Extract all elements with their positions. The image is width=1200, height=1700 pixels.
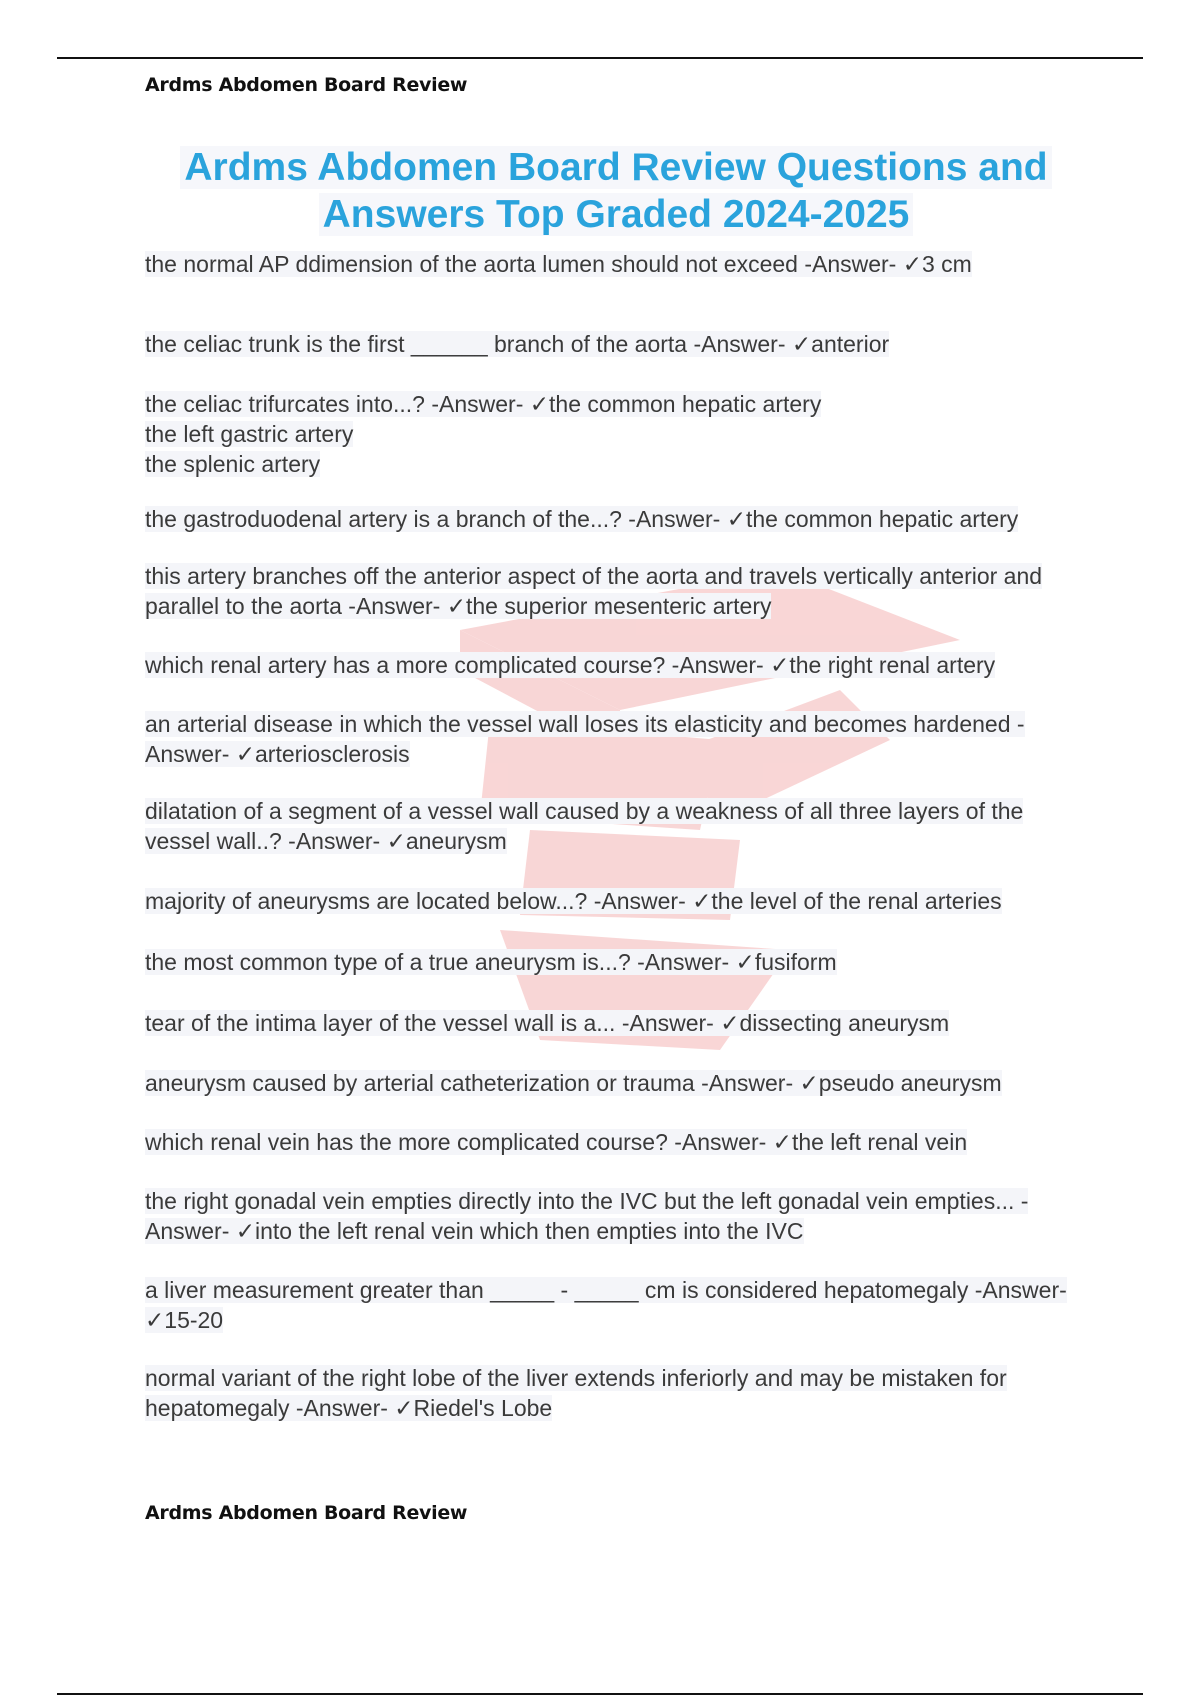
- qa-item-16: [145, 1363, 1090, 1423]
- title-line-1: Ardms Abdomen Board Review Questions and: [180, 146, 1051, 189]
- page-title: [100, 144, 1132, 238]
- qa-item-14: [145, 1186, 1090, 1246]
- title-line-2: Answers Top Graded 2024-2025: [319, 193, 914, 236]
- qa-item-1: [145, 249, 1090, 279]
- qa-extra-line: the left gastric artery: [145, 421, 354, 447]
- qa-text: aneurysm caused by arterial catheterization or trauma -Answer- ✓pseudo aneurysm: [145, 1070, 1002, 1096]
- qa-text: dilatation of a segment of a vessel wall caused by a weakness of all three layers of the vessel wall..? -Answer- ✓aneurysm: [145, 798, 1024, 854]
- qa-item-4: [145, 504, 1090, 534]
- running-footer: Ardms Abdomen Board Review: [145, 1502, 468, 1524]
- qa-text: majority of aneurysms are located below...? -Answer- ✓the level of the renal arteries: [145, 888, 1002, 914]
- qa-item-10: [145, 947, 1090, 977]
- qa-item-11: [145, 1008, 1090, 1038]
- qa-item-6: [145, 650, 1090, 680]
- qa-text: which renal artery has a more complicated course? -Answer- ✓the right renal artery: [145, 652, 996, 678]
- running-header: Ardms Abdomen Board Review: [145, 74, 468, 96]
- qa-extra-line: the splenic artery: [145, 451, 321, 477]
- qa-text: an arterial disease in which the vessel wall loses its elasticity and becomes hardened -Answer- ✓arteriosclerosis: [145, 711, 1025, 767]
- qa-item-7: [145, 709, 1090, 769]
- qa-text: the celiac trifurcates into...? -Answer- ✓the common hepatic artery: [145, 391, 822, 417]
- qa-item-9: [145, 886, 1090, 916]
- qa-item-3: [145, 389, 1090, 479]
- qa-text: the normal AP ddimension of the aorta lumen should not exceed -Answer- ✓3 cm: [145, 251, 972, 277]
- qa-text: the gastroduodenal artery is a branch of the...? -Answer- ✓the common hepatic artery: [145, 506, 1019, 532]
- qa-text: tear of the intima layer of the vessel wall is a... -Answer- ✓dissecting aneurysm: [145, 1010, 950, 1036]
- qa-text: the right gonadal vein empties directly into the IVC but the left gonadal vein empties... -Answer- ✓into the left renal vein which then empties into the IVC: [145, 1188, 1029, 1244]
- qa-item-5: [145, 561, 1090, 621]
- qa-text: the celiac trunk is the first ______ branch of the aorta -Answer- ✓anterior: [145, 331, 890, 357]
- qa-item-12: [145, 1068, 1090, 1098]
- top-rule: [57, 57, 1143, 59]
- qa-item-8: [145, 796, 1090, 856]
- qa-text: the most common type of a true aneurysm is...? -Answer- ✓fusiform: [145, 949, 837, 975]
- qa-text: normal variant of the right lobe of the liver extends inferiorly and may be mistaken for hepatomegaly -Answer- ✓Riedel's Lobe: [145, 1365, 1007, 1421]
- qa-text: a liver measurement greater than _____ - _____ cm is considered hepatomegaly -Answer- ✓15-20: [145, 1277, 1067, 1333]
- qa-item-15: [145, 1275, 1090, 1335]
- qa-text: which renal vein has the more complicated course? -Answer- ✓the left renal vein: [145, 1129, 968, 1155]
- bottom-rule: [57, 1693, 1143, 1695]
- qa-item-2: [145, 329, 1090, 359]
- qa-item-13: [145, 1127, 1090, 1157]
- qa-text: this artery branches off the anterior aspect of the aorta and travels vertically anterior and parallel to the aorta -Answer- ✓the superior mesenteric artery: [145, 563, 1043, 619]
